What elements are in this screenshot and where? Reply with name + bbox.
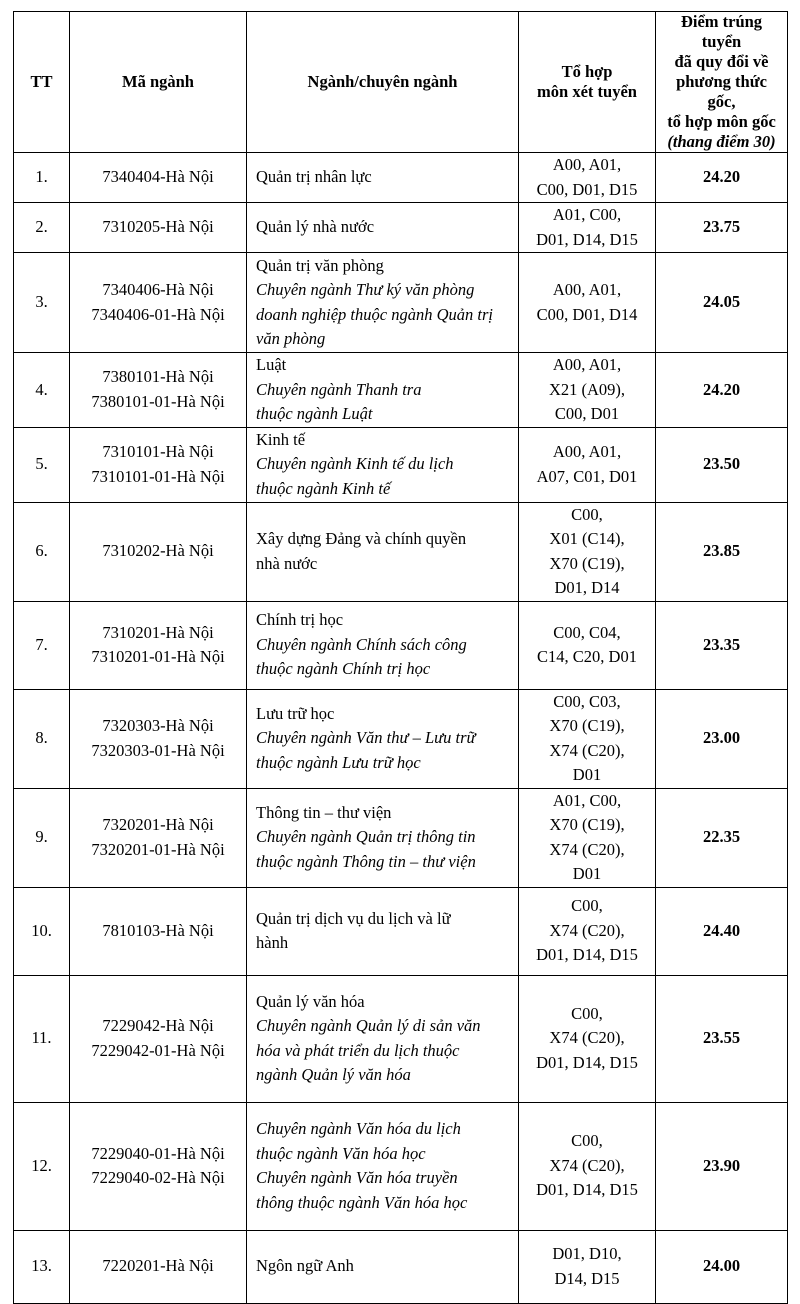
major-code: 7229040-02-Hà Nội [91, 1168, 225, 1187]
major-code: 7229042-Hà Nội [102, 1016, 214, 1035]
row-number: 7. [14, 601, 70, 689]
subject-combo-line: D01, D10, [552, 1244, 622, 1263]
row-number: 12. [14, 1102, 70, 1230]
subject-combo-cell [519, 253, 656, 353]
row-number: 13. [14, 1230, 70, 1303]
subject-combo-cell [519, 1102, 656, 1230]
header-score-line: Điểm trúng tuyển [680, 12, 763, 51]
major-code: 7310201-01-Hà Nội [91, 647, 225, 666]
major-code: 7340404-Hà Nội [102, 167, 214, 187]
specialization-line: Chuyên ngành Thanh tra [256, 379, 422, 399]
subject-combo-line: D01 [572, 864, 602, 883]
major-code: 7340406-Hà Nội [102, 280, 214, 299]
major-code: 7320201-Hà Nội [102, 815, 214, 834]
subject-combo-line: A07, C01, D01 [536, 466, 638, 486]
subject-combo-cell [519, 788, 656, 887]
major-code-cell [70, 788, 247, 887]
subject-combo-line: A01, C00, [552, 205, 622, 224]
row-number: 5. [14, 427, 70, 502]
header-score [656, 12, 788, 153]
major-name-cell [247, 203, 519, 253]
table-row [14, 788, 788, 887]
major-code-cell [70, 502, 247, 601]
table-row [14, 1102, 788, 1230]
specialization-line: thuộc ngành Chính trị học [256, 659, 431, 679]
admission-score: 22.35 [656, 788, 788, 887]
subject-combo-line: D14, D15 [554, 1268, 620, 1288]
row-number: 9. [14, 788, 70, 887]
specialization-line: Chuyên ngành Văn hóa du lịch [256, 1119, 461, 1138]
subject-combo-line: C00, D01, D14 [536, 304, 638, 324]
admission-score: 23.00 [656, 689, 788, 788]
major-name-cell [247, 788, 519, 887]
header-code: Mã ngành [70, 12, 247, 153]
major-code: 7310205-Hà Nội [102, 217, 214, 237]
specialization-line: thông thuộc ngành Văn hóa học [256, 1192, 468, 1212]
admission-score: 24.20 [656, 153, 788, 203]
major-name-cell [247, 1102, 519, 1230]
table-row [14, 975, 788, 1102]
subject-combo-line: D01, D14, D15 [536, 945, 638, 965]
subject-combo-line: A01, C00, [552, 790, 622, 810]
admission-score: 23.75 [656, 203, 788, 253]
major-code: 7310202-Hà Nội [102, 541, 214, 561]
major-code: 7340406-01-Hà Nội [91, 304, 225, 324]
major-name-cell [247, 975, 519, 1102]
header-combo-line: Tổ hợp [561, 62, 613, 81]
specialization-line: hóa và phát triển du lịch thuộc [256, 1040, 460, 1060]
subject-combo-line: D01, D14, D15 [536, 1052, 638, 1072]
subject-combo-line: C00, [571, 504, 603, 524]
specialization-line: Chuyên ngành Chính sách công [256, 634, 467, 654]
row-number: 2. [14, 203, 70, 253]
specialization-line: văn phòng [256, 329, 326, 348]
subject-combo-cell [519, 1230, 656, 1303]
major-name-line: Quản lý văn hóa [256, 991, 365, 1011]
table-body [14, 153, 788, 1304]
header-combo-line: môn xét tuyển [537, 82, 637, 101]
header-row [14, 12, 788, 153]
header-score-line: phương thức gốc, [676, 72, 767, 111]
header-score-line: đã quy đổi về [674, 52, 769, 71]
major-code: 7320303-01-Hà Nội [91, 740, 225, 760]
specialization-line: ngành Quản lý văn hóa [256, 1065, 411, 1084]
subject-combo-line: X74 (C20), [549, 1155, 625, 1175]
major-code: 7310201-Hà Nội [102, 622, 214, 642]
major-name-cell [247, 153, 519, 203]
table-row [14, 203, 788, 253]
admission-score: 24.20 [656, 353, 788, 428]
specialization-line: Chuyên ngành Kinh tế du lịch [256, 454, 454, 474]
admission-score: 23.90 [656, 1102, 788, 1230]
major-code: 7229040-01-Hà Nội [91, 1143, 225, 1163]
major-code-cell [70, 203, 247, 253]
major-name-cell [247, 427, 519, 502]
header-combo [519, 12, 656, 153]
subject-combo-line: A00, A01, [552, 355, 622, 374]
major-code-cell [70, 887, 247, 975]
major-name-line: Chính trị học [256, 610, 344, 630]
specialization-line: thuộc ngành Lưu trữ học [256, 752, 421, 772]
subject-combo-line: X01 (C14), [549, 529, 625, 548]
specialization-line: Chuyên ngành Thư ký văn phòng [256, 280, 475, 299]
subject-combo-line: A00, A01, [552, 280, 622, 299]
subject-combo-line: X74 (C20), [549, 839, 625, 859]
major-name-line: Quản lý nhà nước [256, 217, 375, 237]
specialization-line: Chuyên ngành Văn hóa truyền [256, 1168, 458, 1187]
admission-score: 23.85 [656, 502, 788, 601]
major-name-cell [247, 502, 519, 601]
major-code: 7380101-01-Hà Nội [91, 391, 225, 411]
major-code-cell [70, 1102, 247, 1230]
major-name-line: Quản trị dịch vụ du lịch và lữ [256, 908, 451, 928]
header-tt: TT [14, 12, 70, 153]
table-row [14, 253, 788, 353]
major-name-line: nhà nước [256, 553, 318, 573]
specialization-line: thuộc ngành Kinh tế [256, 478, 391, 498]
specialization-line: thuộc ngành Thông tin – thư viện [256, 851, 476, 871]
specialization-line: thuộc ngành Văn hóa học [256, 1143, 426, 1163]
subject-combo-cell [519, 975, 656, 1102]
subject-combo-line: X74 (C20), [549, 1028, 625, 1048]
major-code-cell [70, 689, 247, 788]
admission-score-table [13, 11, 788, 1304]
major-name-cell [247, 1230, 519, 1303]
row-number: 11. [14, 975, 70, 1102]
table-row [14, 427, 788, 502]
admission-score: 24.40 [656, 887, 788, 975]
row-number: 10. [14, 887, 70, 975]
major-name-line: Thông tin – thư viện [256, 802, 392, 822]
subject-combo-cell [519, 887, 656, 975]
subject-combo-line: C00, [571, 896, 603, 916]
subject-combo-line: C00, [571, 1131, 603, 1151]
admission-score: 24.05 [656, 253, 788, 353]
subject-combo-line: X70 (C19), [549, 553, 625, 573]
subject-combo-cell [519, 153, 656, 203]
specialization-line: Chuyên ngành Quản trị thông tin [256, 827, 476, 847]
header-score-scale: (thang điểm 30) [667, 132, 776, 151]
major-name-line: Quản trị nhân lực [256, 167, 372, 187]
subject-combo-line: C00, [571, 1003, 603, 1023]
header-major: Ngành/chuyên ngành [247, 12, 519, 153]
table-row [14, 502, 788, 601]
specialization-line: doanh nghiệp thuộc ngành Quản trị [256, 304, 493, 324]
major-code: 7320201-01-Hà Nội [91, 839, 225, 859]
major-code: 7310101-01-Hà Nội [91, 466, 225, 486]
subject-combo-line: D01, D14, D15 [536, 229, 638, 249]
admission-score: 23.35 [656, 601, 788, 689]
major-name-cell [247, 253, 519, 353]
subject-combo-line: C00, D01 [554, 404, 620, 423]
major-code: 7380101-Hà Nội [102, 367, 214, 387]
major-name-line: hành [256, 933, 289, 952]
major-name-cell [247, 887, 519, 975]
row-number: 1. [14, 153, 70, 203]
table-row [14, 887, 788, 975]
subject-combo-line: X70 (C19), [549, 815, 625, 834]
major-code-cell [70, 153, 247, 203]
major-name-line: Lưu trữ học [256, 703, 335, 723]
major-name-cell [247, 353, 519, 428]
subject-combo-line: D01 [572, 765, 602, 784]
subject-combo-line: X70 (C19), [549, 716, 625, 735]
subject-combo-line: D01, D14, D15 [536, 1180, 638, 1200]
subject-combo-line: C00, C04, [553, 622, 621, 642]
major-name-cell [247, 601, 519, 689]
row-number: 3. [14, 253, 70, 353]
table-row [14, 601, 788, 689]
subject-combo-cell [519, 689, 656, 788]
major-code: 7220201-Hà Nội [102, 1256, 214, 1276]
subject-combo-line: X21 (A09), [548, 379, 626, 399]
row-number: 8. [14, 689, 70, 788]
subject-combo-cell [519, 353, 656, 428]
major-code-cell [70, 975, 247, 1102]
major-code-cell [70, 353, 247, 428]
table-row [14, 689, 788, 788]
major-code: 7229042-01-Hà Nội [91, 1040, 225, 1060]
header-score-line: tổ hợp môn gốc [667, 112, 776, 131]
subject-combo-line: A00, A01, [552, 155, 622, 174]
major-code-cell [70, 601, 247, 689]
major-name-cell [247, 689, 519, 788]
major-name-line: Luật [256, 355, 287, 374]
subject-combo-line: C14, C20, D01 [537, 647, 637, 666]
subject-combo-line: D01, D14 [554, 578, 620, 597]
major-name-line: Kinh tế [256, 429, 306, 449]
subject-combo-line: A00, A01, [552, 442, 622, 461]
major-code-cell [70, 253, 247, 353]
admission-score: 23.55 [656, 975, 788, 1102]
table-row [14, 353, 788, 428]
admission-score: 23.50 [656, 427, 788, 502]
table-row [14, 1230, 788, 1303]
major-code: 7810103-Hà Nội [102, 920, 214, 940]
specialization-line: Chuyên ngành Văn thư – Lưu trữ [256, 728, 476, 748]
major-name-line: Quản trị văn phòng [256, 255, 384, 275]
major-code: 7310101-Hà Nội [102, 442, 214, 461]
specialization-line: Chuyên ngành Quản lý di sản văn [256, 1016, 481, 1035]
major-code-cell [70, 1230, 247, 1303]
row-number: 6. [14, 502, 70, 601]
major-code: 7320303-Hà Nội [102, 716, 214, 735]
subject-combo-line: X74 (C20), [549, 920, 625, 940]
major-name-line: Xây dựng Đảng và chính quyền [256, 529, 467, 548]
subject-combo-cell [519, 203, 656, 253]
subject-combo-cell [519, 502, 656, 601]
subject-combo-line: X74 (C20), [549, 740, 625, 760]
table-row [14, 153, 788, 203]
specialization-line: thuộc ngành Luật [256, 404, 373, 423]
admission-score: 24.00 [656, 1230, 788, 1303]
subject-combo-cell [519, 427, 656, 502]
subject-combo-line: C00, D01, D15 [536, 179, 638, 199]
major-code-cell [70, 427, 247, 502]
subject-combo-cell [519, 601, 656, 689]
major-name-line: Ngôn ngữ Anh [256, 1256, 354, 1276]
subject-combo-line: C00, C03, [553, 691, 621, 711]
row-number: 4. [14, 353, 70, 428]
